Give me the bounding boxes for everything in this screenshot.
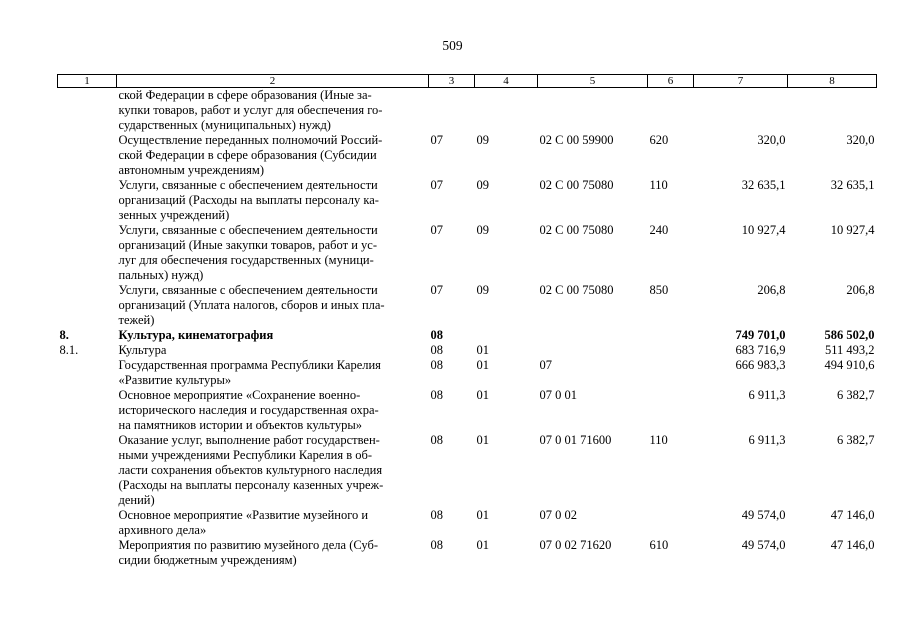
row-number: [58, 88, 117, 134]
amount-year-1: 49 574,0: [741, 538, 786, 552]
expense-type-code: 620: [649, 133, 669, 147]
target-code: 02 С 00 75080: [539, 283, 614, 297]
expense-type-code: 240: [649, 223, 669, 237]
amount-year-2: 47 146,0: [830, 508, 875, 522]
amount-year-2: 511 493,2: [824, 343, 875, 357]
row-number: 8.: [59, 328, 69, 342]
amount-year-1: 320,0: [757, 133, 786, 147]
expense-type-code: 110: [649, 178, 668, 192]
budget-table: [57, 74, 877, 568]
column-header-3: 3: [429, 75, 475, 88]
expense-type-code: [648, 508, 694, 538]
row-name: Услуги, связанные с обеспечением деятельности организаций (Иные закупки товаров, работ и ус- луг для обеспечения государственных (муници- пальных) нужд): [118, 223, 378, 282]
table-row: [58, 88, 877, 134]
table-row: [58, 133, 877, 178]
subsection-code: 01: [476, 388, 489, 402]
row-name: Государственная программа Республики Карелия «Развитие культуры»: [118, 358, 381, 387]
expense-type-code: [648, 358, 694, 388]
amount-year-1: 206,8: [757, 283, 786, 297]
subsection-code: 01: [476, 508, 489, 522]
column-header-5: 5: [538, 75, 648, 88]
amount-year-1: 683 716,9: [735, 343, 786, 357]
amount-year-2: 586 502,0: [824, 328, 875, 342]
column-header-8: 8: [788, 75, 877, 88]
subsection-code: [475, 328, 538, 343]
row-name: Культура, кинематография: [118, 328, 274, 342]
row-name: Осуществление переданных полномочий Россий- ской Федерации в сфере образования (Субсидии автономным учреждениям): [118, 133, 383, 177]
amount-year-1: 49 574,0: [741, 508, 786, 522]
row-number: [58, 283, 117, 328]
table-row: [58, 223, 877, 283]
section-code: 07: [430, 223, 443, 237]
amount-year-2: 494 910,6: [824, 358, 875, 372]
row-name: ской Федерации в сфере образования (Иные за- купки товаров, работ и услуг для обеспечения го- сударственных (муниципальных) нужд): [118, 88, 383, 132]
amount-year-1: [694, 88, 788, 134]
amount-year-2: 6 382,7: [837, 433, 875, 447]
section-code: 08: [430, 388, 443, 402]
table-row: [58, 538, 877, 568]
target-code: 07: [539, 358, 552, 372]
table-row: [58, 358, 877, 388]
column-header-6: 6: [648, 75, 694, 88]
section-code: 08: [430, 538, 443, 552]
amount-year-1: 6 911,3: [748, 433, 786, 447]
expense-type-code: [648, 328, 694, 343]
table-body: [58, 88, 877, 569]
row-number: [58, 388, 117, 433]
expense-type-code: [648, 88, 694, 134]
table-header-row: [58, 75, 877, 88]
expense-type-code: [648, 343, 694, 358]
target-code: [538, 88, 648, 134]
row-name: Оказание услуг, выполнение работ государствен- ными учреждениями Республики Карелия в об- ласти сохранения объектов культурного наследия (Расходы на выплаты персоналу казенных учреж- дений): [118, 433, 384, 507]
column-header-4: 4: [475, 75, 538, 88]
target-code: 02 С 00 75080: [539, 178, 614, 192]
section-code: 07: [430, 133, 443, 147]
amount-year-1: 32 635,1: [741, 178, 786, 192]
subsection-code: 01: [476, 358, 489, 372]
expense-type-code: 610: [649, 538, 669, 552]
row-number: [58, 358, 117, 388]
section-code: 08: [430, 328, 443, 342]
target-code: 07 0 02: [539, 508, 577, 522]
expense-type-code: 850: [649, 283, 669, 297]
table-row: [58, 343, 877, 358]
subsection-code: 09: [476, 178, 489, 192]
table-row: [58, 178, 877, 223]
subsection-code: 01: [476, 433, 489, 447]
row-number: [58, 433, 117, 508]
table-row: [58, 328, 877, 343]
page-number: 509: [442, 38, 463, 53]
amount-year-2: 6 382,7: [837, 388, 875, 402]
amount-year-1: 749 701,0: [735, 328, 786, 342]
target-code: [538, 328, 648, 343]
subsection-code: 01: [476, 538, 489, 552]
row-number: [58, 538, 117, 568]
column-header-7: 7: [694, 75, 788, 88]
section-code: [429, 88, 475, 134]
section-code: 08: [430, 358, 443, 372]
row-number: 8.1.: [59, 343, 79, 357]
row-name: Услуги, связанные с обеспечением деятельности организаций (Уплата налогов, сборов и иных пла- тежей): [118, 283, 385, 327]
row-number: [58, 133, 117, 178]
table-row: [58, 283, 877, 328]
amount-year-1: 6 911,3: [748, 388, 786, 402]
target-code: 07 0 02 71620: [539, 538, 612, 552]
target-code: 02 С 00 75080: [539, 223, 614, 237]
column-header-1: 1: [58, 75, 117, 88]
expense-type-code: [648, 388, 694, 433]
section-code: 07: [430, 178, 443, 192]
amount-year-1: 10 927,4: [741, 223, 786, 237]
section-code: 08: [430, 508, 443, 522]
amount-year-2: 32 635,1: [830, 178, 875, 192]
amount-year-2: 320,0: [846, 133, 875, 147]
target-code: 07 0 01: [539, 388, 577, 402]
subsection-code: 01: [476, 343, 489, 357]
row-name: Основное мероприятие «Развитие музейного и архивного дела»: [118, 508, 369, 537]
target-code: 07 0 01 71600: [539, 433, 612, 447]
expense-type-code: 110: [649, 433, 668, 447]
amount-year-2: 10 927,4: [830, 223, 875, 237]
table-row: [58, 433, 877, 508]
row-number: [58, 223, 117, 283]
subsection-code: 09: [476, 283, 489, 297]
amount-year-2: [788, 88, 877, 134]
row-number: [58, 508, 117, 538]
table-row: [58, 508, 877, 538]
section-code: 07: [430, 283, 443, 297]
target-code: [538, 343, 648, 358]
row-name: Услуги, связанные с обеспечением деятельности организаций (Расходы на выплаты персоналу ка- зенных учреждений): [118, 178, 379, 222]
subsection-code: 09: [476, 133, 489, 147]
section-code: 08: [430, 433, 443, 447]
amount-year-1: 666 983,3: [735, 358, 786, 372]
row-name: Культура: [118, 343, 167, 357]
subsection-code: 09: [476, 223, 489, 237]
target-code: 02 С 00 59900: [539, 133, 614, 147]
column-header-2: 2: [117, 75, 429, 88]
amount-year-2: 206,8: [846, 283, 875, 297]
table-row: [58, 388, 877, 433]
section-code: 08: [430, 343, 443, 357]
subsection-code: [475, 88, 538, 134]
amount-year-2: 47 146,0: [830, 538, 875, 552]
row-name: Мероприятия по развитию музейного дела (Суб- сидии бюджетным учреждениям): [118, 538, 378, 567]
row-number: [58, 178, 117, 223]
row-name: Основное мероприятие «Сохранение военно- исторического наследия и государственная охра- на памятников истории и объектов культуры»: [118, 388, 379, 432]
